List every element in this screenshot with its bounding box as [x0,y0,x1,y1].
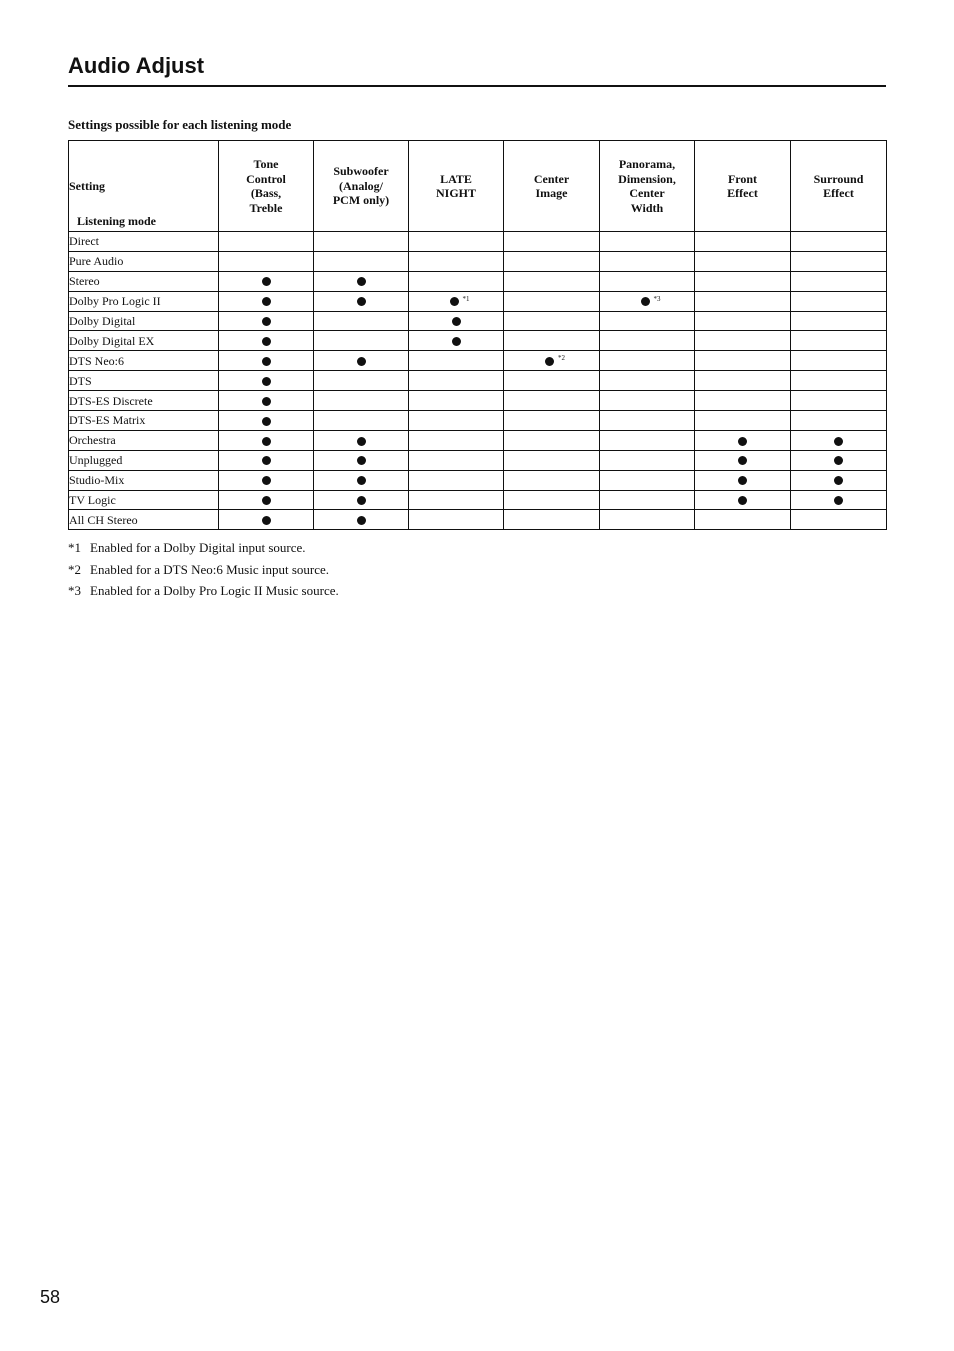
table-cell [695,430,791,450]
table-cell [791,271,887,291]
table-cell [314,331,409,351]
table-row [69,311,887,331]
table-row [69,450,887,470]
table-cell [219,271,314,291]
filled-circle-icon [262,297,271,306]
filled-circle-icon [262,496,271,505]
filled-circle-icon [834,437,843,446]
table-cell [695,311,791,331]
table-cell [695,351,791,371]
filled-circle-icon [834,456,843,465]
filled-circle-icon [262,317,271,326]
table-cell [219,470,314,490]
table-cell [600,430,695,450]
column-header-center-image: Center Image [504,141,600,232]
table-cell [791,291,887,311]
table-cell [695,331,791,351]
table-cell [314,470,409,490]
filled-circle-icon [357,516,366,525]
table-cell [504,470,600,490]
table-cell [504,430,600,450]
table-row [69,371,887,391]
table-cell [695,450,791,470]
table-row [69,232,887,252]
table-cell [695,371,791,391]
filled-circle-icon [357,456,366,465]
table-cell [600,311,695,331]
filled-circle-icon [262,337,271,346]
page-number: 58 [40,1287,61,1307]
table-cell [219,510,314,530]
listening-mode-name: Dolby Pro Logic II [69,291,219,311]
table-cell [314,371,409,391]
listening-mode-name: Studio-Mix [69,470,219,490]
table-cell [504,251,600,271]
table-cell [409,351,504,371]
table-cell [695,470,791,490]
table-cell [791,391,887,411]
filled-circle-icon [262,277,271,286]
table-cell [314,430,409,450]
listening-mode-axis-label: Listening mode [77,213,157,228]
table-row [69,291,887,311]
table-row [69,510,887,530]
table-row [69,470,887,490]
table-row [69,490,887,510]
table-cell [219,331,314,351]
table-cell [314,391,409,411]
footnote-mark: *2 [68,561,81,577]
table-cell [219,450,314,470]
title-divider [68,85,886,87]
table-cell [791,311,887,331]
table-cell [504,510,600,530]
listening-mode-name: DTS [69,371,219,391]
table-cell [791,331,887,351]
filled-circle-icon [357,476,366,485]
table-cell [314,311,409,331]
table-cell [504,291,600,311]
table-cell [695,510,791,530]
table-cell [791,351,887,371]
table-cell [314,251,409,271]
table-body [69,232,887,530]
listening-mode-name: DTS-ES Discrete [69,391,219,411]
footnote [68,580,339,602]
table-cell [314,450,409,470]
table-cell [791,450,887,470]
filled-circle-icon [262,437,271,446]
table-caption: Settings possible for each listening mode [68,117,292,132]
table-cell [314,291,409,311]
table-cell [695,291,791,311]
table-row [69,391,887,411]
filled-circle-icon [357,496,366,505]
listening-mode-name: DTS Neo:6 [69,351,219,371]
table-row [69,411,887,431]
column-header-tone-control: Tone Control (Bass, Treble [219,141,314,232]
page-title: Audio Adjust [68,53,205,78]
table-cell: *3 [600,291,695,311]
filled-circle-icon [262,516,271,525]
table-cell [791,470,887,490]
footnotes [68,537,339,602]
listening-mode-name: Dolby Digital [69,311,219,331]
table-cell [695,251,791,271]
table-row [69,271,887,291]
filled-circle-icon [262,377,271,386]
table-cell [219,411,314,431]
table-cell [409,232,504,252]
table-cell [314,411,409,431]
filled-circle-icon [834,476,843,485]
listening-mode-name: TV Logic [69,490,219,510]
filled-circle-icon [738,456,747,465]
table-cell [409,450,504,470]
footnote [68,537,339,559]
table-cell [219,351,314,371]
table-cell [314,271,409,291]
table-cell [314,490,409,510]
table-cell: *2 [504,351,600,371]
table-cell [600,331,695,351]
table-cell: *1 [409,291,504,311]
listening-mode-name: All CH Stereo [69,510,219,530]
table-cell [791,490,887,510]
table-cell [219,391,314,411]
table-cell [504,311,600,331]
table-cell [791,510,887,530]
table-cell [409,430,504,450]
table-row [69,351,887,371]
table-cell [600,271,695,291]
table-header-row [69,141,887,232]
filled-circle-icon [357,297,366,306]
listening-mode-name: Pure Audio [69,251,219,271]
table-row [69,251,887,271]
filled-circle-icon [450,297,459,306]
footnote-text: Enabled for a Dolby Pro Logic II Music source. [90,583,339,598]
table-cell [409,411,504,431]
filled-circle-icon [738,496,747,505]
table-cell [409,331,504,351]
filled-circle-icon [262,357,271,366]
table-cell [409,490,504,510]
table-cell [600,470,695,490]
table-cell [409,391,504,411]
table-cell [600,450,695,470]
table-cell [504,371,600,391]
table-cell [600,251,695,271]
column-header-late-night: LATE NIGHT [409,141,504,232]
column-header-front-effect: Front Effect [695,141,791,232]
listening-mode-settings-table [68,140,887,530]
table-cell [409,470,504,490]
table-cell [409,251,504,271]
table-cell [409,371,504,391]
table-cell [600,490,695,510]
table-cell [504,331,600,351]
table-cell [219,291,314,311]
filled-circle-icon [357,357,366,366]
table-cell [695,232,791,252]
table-cell [504,411,600,431]
column-header-surround-effect: Surround Effect [791,141,887,232]
table-cell [219,430,314,450]
listening-mode-name: Direct [69,232,219,252]
filled-circle-icon [357,437,366,446]
filled-circle-icon [262,397,271,406]
table-cell [791,232,887,252]
table-cell [600,232,695,252]
listening-mode-name: Orchestra [69,430,219,450]
filled-circle-icon [262,417,271,426]
listening-mode-name: Stereo [69,271,219,291]
filled-circle-icon [641,297,650,306]
listening-mode-name: Unplugged [69,450,219,470]
table-cell [219,371,314,391]
table-corner-header [69,141,219,232]
table-cell [504,232,600,252]
table-cell [314,232,409,252]
table-cell [600,351,695,371]
table-cell [219,251,314,271]
table-cell [695,411,791,431]
footnote [68,559,339,581]
table-cell [504,490,600,510]
table-cell [791,251,887,271]
table-cell [791,430,887,450]
table-cell [600,371,695,391]
filled-circle-icon [357,277,366,286]
filled-circle-icon [262,476,271,485]
table-cell [409,510,504,530]
table-cell [791,371,887,391]
filled-circle-icon [262,456,271,465]
table-cell [600,510,695,530]
filled-circle-icon [738,437,747,446]
table-cell [695,391,791,411]
table-cell [314,351,409,371]
filled-circle-icon [834,496,843,505]
listening-mode-name: DTS-ES Matrix [69,411,219,431]
table-cell [314,510,409,530]
table-cell [504,391,600,411]
table-cell [504,271,600,291]
table-cell [695,271,791,291]
table-cell [791,411,887,431]
table-cell [219,490,314,510]
column-header-subwoofer: Subwoofer (Analog/ PCM only) [314,141,409,232]
table-cell [600,411,695,431]
footnote-mark: *1 [68,540,81,555]
setting-axis-label: Setting [69,178,105,193]
table-row [69,331,887,351]
table-cell [409,271,504,291]
table-cell [409,311,504,331]
footnote-mark: *3 [68,583,81,598]
footnote-text: Enabled for a DTS Neo:6 Music input source. [90,561,330,577]
table-row [69,430,887,450]
table-cell [219,232,314,252]
filled-circle-icon [738,476,747,485]
filled-circle-icon [545,357,554,366]
table-cell [695,490,791,510]
listening-mode-name: Dolby Digital EX [69,331,219,351]
table-cell [600,391,695,411]
footnote-text: Enabled for a Dolby Digital input source. [90,540,306,555]
table-cell [504,450,600,470]
filled-circle-icon [452,317,461,326]
column-header-panorama: Panorama, Dimension, Center Width [600,141,695,232]
filled-circle-icon [452,337,461,346]
table-cell [219,311,314,331]
